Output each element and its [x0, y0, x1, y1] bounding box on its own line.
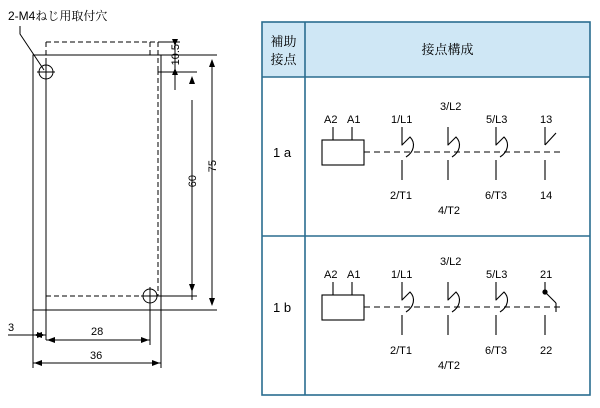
terminal-5l3-row2: 5/L3 [486, 269, 508, 281]
table-header-aux-line1: 補助 [270, 34, 297, 49]
row-label-1a: 1 a [273, 145, 292, 160]
terminal-6t3-row2: 6/T3 [485, 345, 508, 357]
dimension-10-5: 10.5 [170, 44, 182, 66]
terminal-13-row1: 13 [540, 114, 553, 126]
terminal-5l3-row1: 5/L3 [486, 114, 508, 126]
terminal-1l1-row1: 1/L1 [391, 114, 413, 126]
terminal-3l2-row2: 3/L2 [440, 256, 462, 268]
terminal-a1-row1: A1 [347, 114, 361, 126]
terminal-a2-row2: A2 [324, 269, 338, 281]
terminal-21-row2: 21 [540, 269, 553, 281]
terminal-a2-row1: A2 [324, 114, 338, 126]
table-header-aux-line2: 接点 [270, 52, 297, 67]
table-header-contact-config: 接点構成 [421, 42, 474, 57]
terminal-4t2-row2: 4/T2 [438, 360, 461, 372]
terminal-6t3-row1: 6/T3 [485, 190, 508, 202]
terminal-1l1-row2: 1/L1 [391, 269, 413, 281]
dimension-28: 28 [91, 326, 104, 338]
dimension-3: 3 [8, 322, 15, 334]
row-label-1b: 1 b [273, 300, 292, 315]
terminal-2t1-row1: 2/T1 [390, 190, 413, 202]
terminal-14-row1: 14 [540, 190, 553, 202]
dimension-75: 75 [207, 160, 219, 173]
terminal-2t1-row2: 2/T1 [390, 345, 413, 357]
terminal-4t2-row1: 4/T2 [438, 205, 461, 217]
terminal-3l2-row1: 3/L2 [440, 101, 462, 113]
dimension-36: 36 [90, 350, 103, 362]
terminal-22-row2: 22 [540, 345, 553, 357]
mounting-hole-note: 2-M4ねじ用取付穴 [8, 9, 108, 23]
dimension-60: 60 [187, 175, 199, 188]
terminal-a1-row2: A1 [347, 269, 361, 281]
